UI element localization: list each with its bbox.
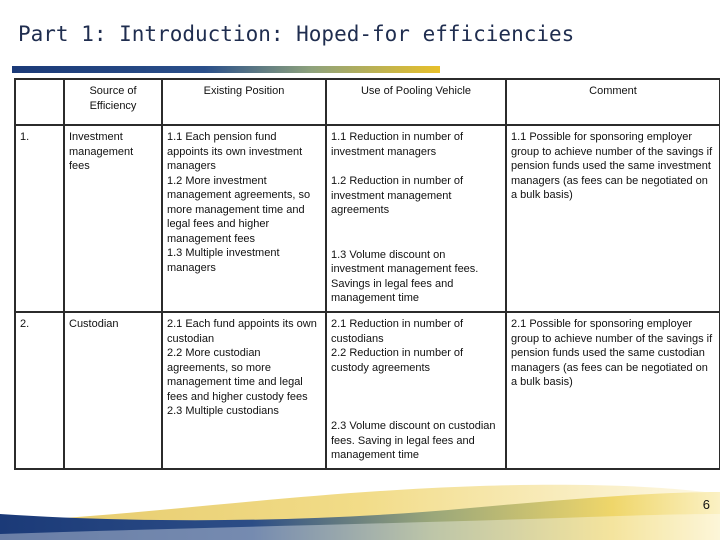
row-pooling xyxy=(326,125,506,312)
header-source: Source of Efficiency xyxy=(64,79,162,125)
slide-title: Part 1: Introduction: Hoped-for efficiencies xyxy=(18,22,575,46)
row-number: 1. xyxy=(15,125,64,312)
spacer xyxy=(331,159,501,174)
table-header-row xyxy=(15,79,720,125)
table-row xyxy=(15,125,720,312)
pooling-item: 1.1 Reduction in number of investment managers xyxy=(331,131,464,158)
decorative-wave-band xyxy=(0,484,720,540)
spacer xyxy=(331,218,501,248)
title-underline-bar xyxy=(12,66,440,73)
spacer xyxy=(331,375,501,419)
pooling-item: 2.3 Volume discount on custodian fees. Saving in legal fees and management time xyxy=(331,420,496,462)
pooling-item: 2.2 Reduction in number of custody agreements xyxy=(331,347,464,374)
existing-item: 1.1 Each pension fund appoints its own investment managers xyxy=(167,131,303,173)
existing-item: 2.1 Each fund appoints its own custodian xyxy=(167,318,317,345)
row-comment: 2.1 Possible for sponsoring employer group to achieve number of the savings if pension funds used the same custodian managers (as fees can be negotiated on a bulk basis) xyxy=(506,312,720,469)
row-existing xyxy=(162,312,326,469)
row-existing xyxy=(162,125,326,312)
row-pooling xyxy=(326,312,506,469)
efficiencies-table xyxy=(14,78,720,470)
existing-item: 1.2 More investment management agreements, so more management time and legal fees and higher management fees xyxy=(167,174,311,245)
table-row xyxy=(15,312,720,469)
pooling-item: 2.1 Reduction in number of custodians xyxy=(331,318,464,345)
existing-item: 2.3 Multiple custodians xyxy=(167,405,279,418)
header-number xyxy=(15,79,64,125)
row-number: 2. xyxy=(15,312,64,469)
wave-graphic xyxy=(0,484,720,540)
header-pooling: Use of Pooling Vehicle xyxy=(326,79,506,125)
row-source: Investment management fees xyxy=(64,125,162,312)
pooling-item: 1.2 Reduction in number of investment management agreements xyxy=(331,175,464,217)
row-source: Custodian xyxy=(64,312,162,469)
pooling-item: 1.3 Volume discount on investment management fees. Savings in legal fees and management time xyxy=(331,248,479,305)
header-comment: Comment xyxy=(506,79,720,125)
page-number: 6 xyxy=(702,497,710,512)
header-existing: Existing Position xyxy=(162,79,326,125)
existing-item: 1.3 Multiple investment managers xyxy=(167,247,280,274)
existing-item: 2.2 More custodian agreements, so more management time and legal fees and higher custody fees xyxy=(167,347,308,403)
row-comment: 1.1 Possible for sponsoring employer group to achieve number of the savings if pension funds used the same investment managers (as fees can be negotiated on a bulk basis) xyxy=(506,125,720,312)
